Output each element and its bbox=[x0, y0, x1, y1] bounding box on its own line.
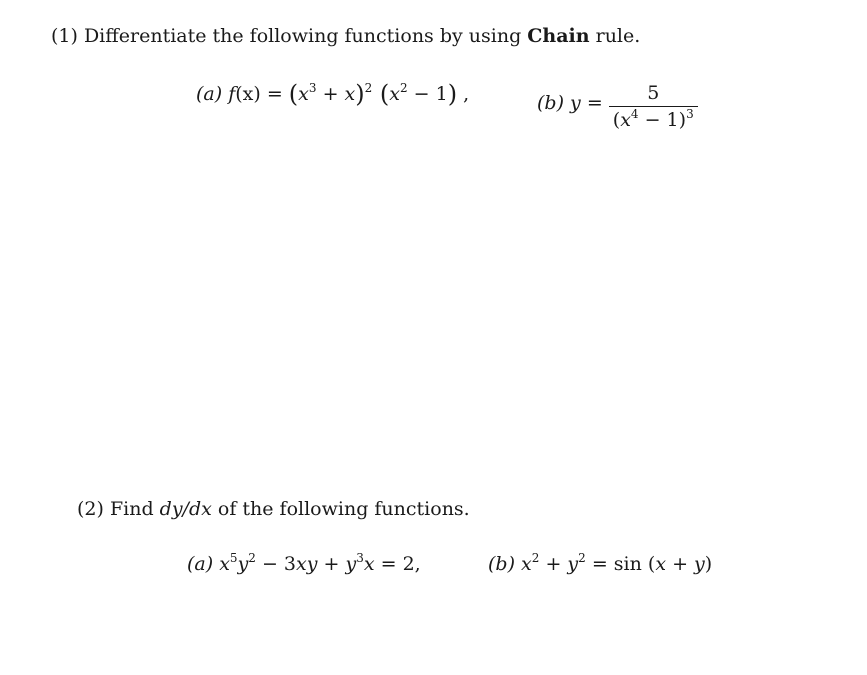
q2a-t2: − 3 bbox=[255, 553, 297, 575]
q1b-eq: = bbox=[580, 92, 609, 114]
q2a-t1-y: y bbox=[237, 553, 249, 575]
q1b-den-mid: − 1) bbox=[638, 109, 687, 131]
q2a-t3-x: x bbox=[363, 553, 375, 575]
q1a-p1-open: ( bbox=[288, 80, 299, 108]
q1a-p1-exp: 3 bbox=[308, 81, 317, 95]
q1a-p1-x2: x bbox=[344, 83, 356, 105]
question-2b-expression bbox=[488, 553, 712, 575]
q2a-label: (a) bbox=[187, 553, 214, 575]
q2b-xexp: 2 bbox=[531, 551, 540, 565]
question-1-bold-word: Chain bbox=[527, 25, 590, 47]
q2a-t3-yexp: 3 bbox=[356, 551, 364, 565]
q1a-p1-outer-exp: 2 bbox=[364, 81, 373, 95]
q2a-rhs: = 2, bbox=[374, 553, 421, 575]
question-1a-expression bbox=[196, 80, 469, 108]
q1b-den-outer-exp: 3 bbox=[686, 107, 694, 121]
q1a-tail: , bbox=[457, 83, 470, 105]
q1a-p2-open: ( bbox=[372, 80, 390, 108]
question-1-suffix: rule. bbox=[589, 25, 641, 47]
q1a-eq: = bbox=[260, 83, 289, 105]
q1a-arg: (x) bbox=[235, 83, 261, 105]
q1a-p1-x: x bbox=[298, 83, 309, 105]
q2b-arg-x: x bbox=[655, 553, 667, 575]
q2a-t1-yexp: 2 bbox=[248, 551, 256, 565]
q2b-eq-sin: = sin bbox=[585, 553, 648, 575]
q1a-label: (a) bbox=[196, 83, 223, 105]
q2a-t1-x: x bbox=[219, 553, 230, 575]
q1b-label: (b) bbox=[537, 92, 564, 114]
question-2-derivative: dy/dx bbox=[159, 498, 212, 520]
question-2a-expression bbox=[187, 553, 421, 575]
q2a-t2-xy: xy bbox=[296, 553, 318, 575]
q2b-arg-plus: + bbox=[666, 553, 695, 575]
q1b-numerator: 5 bbox=[647, 82, 660, 104]
q1a-p2-exp: 2 bbox=[399, 81, 408, 95]
q1b-den-exp: 4 bbox=[630, 107, 639, 121]
q1a-fname: f bbox=[228, 83, 236, 105]
question-2-suffix: of the following functions. bbox=[211, 498, 470, 520]
q1b-den-open: ( bbox=[612, 109, 621, 131]
q1a-p2-close: ) bbox=[447, 80, 458, 108]
q2b-plus: + bbox=[539, 553, 568, 575]
q1b-var: y bbox=[570, 92, 581, 114]
q1b-den-x: x bbox=[620, 109, 631, 131]
q2b-close: ) bbox=[704, 553, 713, 575]
q1a-p2-mid: − 1 bbox=[407, 83, 448, 105]
question-1-heading bbox=[51, 25, 640, 47]
q1b-fraction bbox=[609, 83, 698, 131]
q2a-t3-y: y bbox=[345, 553, 357, 575]
q2a-t3-op: + bbox=[317, 553, 346, 575]
q2a-t1-xexp: 5 bbox=[229, 551, 238, 565]
q1a-p2-x: x bbox=[389, 83, 400, 105]
q2b-x: x bbox=[521, 553, 532, 575]
q2b-y: y bbox=[567, 553, 579, 575]
q2b-arg-y: y bbox=[694, 553, 705, 575]
q1b-denominator bbox=[609, 106, 698, 131]
question-2-heading bbox=[77, 498, 470, 520]
q2b-label: (b) bbox=[488, 553, 515, 575]
q2b-yexp: 2 bbox=[578, 551, 586, 565]
question-1-prefix: (1) Differentiate the following functions by using bbox=[51, 25, 528, 47]
q1a-p1-close: ) bbox=[355, 80, 365, 108]
q1a-p1-mid: + bbox=[316, 83, 345, 105]
question-2-prefix: (2) Find bbox=[77, 498, 160, 520]
q2b-open: ( bbox=[647, 553, 656, 575]
question-1b-expression bbox=[537, 80, 698, 131]
